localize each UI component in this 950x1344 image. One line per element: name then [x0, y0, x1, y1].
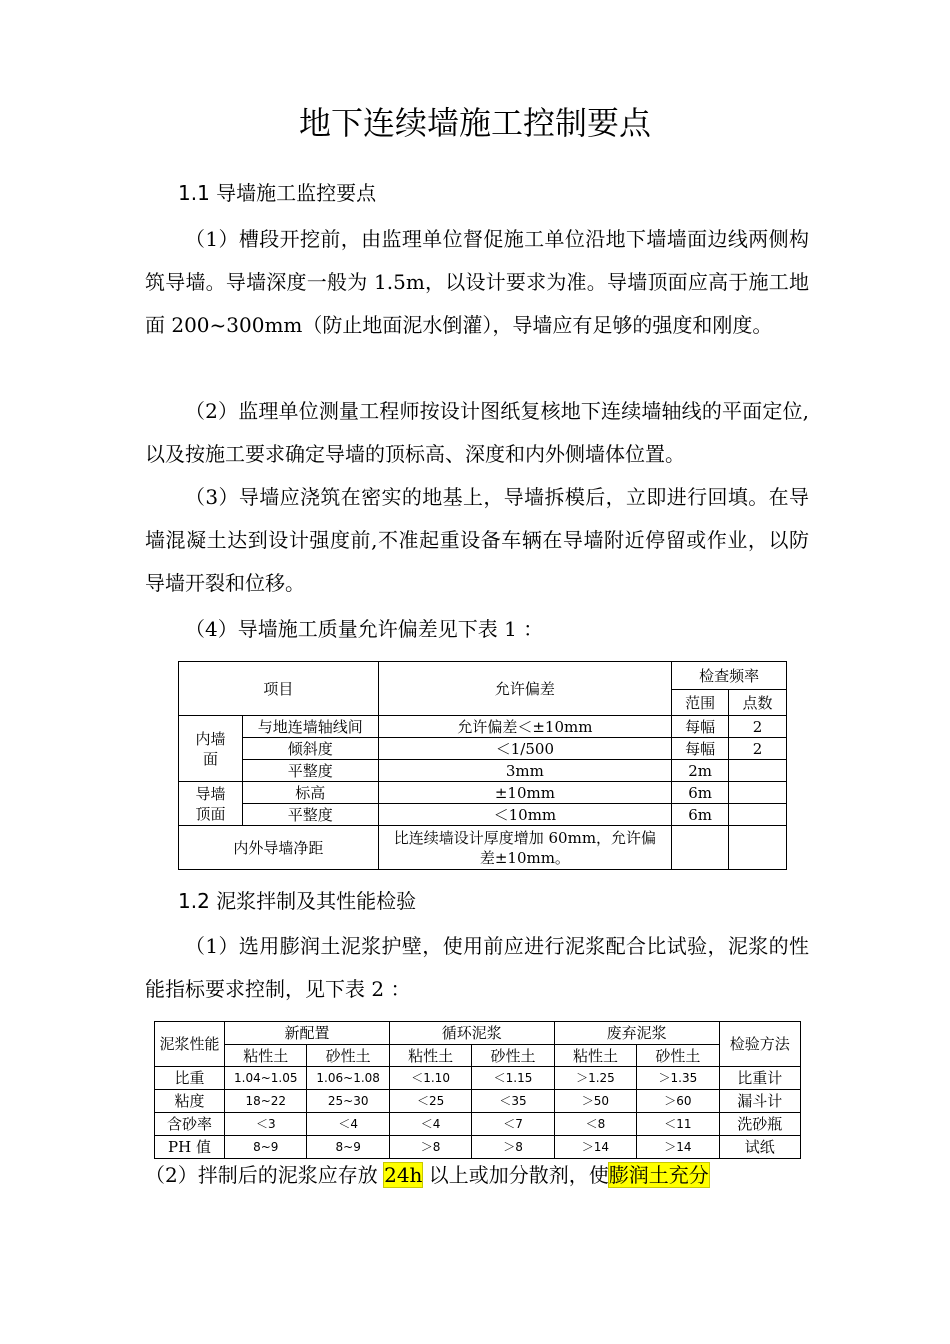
cell-range: 每幅 [672, 716, 729, 738]
cell-value: ＞8 [389, 1136, 471, 1159]
highlight-24h: 24h [384, 1163, 423, 1187]
cell-points [729, 782, 787, 804]
header-sand: 砂性土 [472, 1045, 554, 1067]
cell-item: 内外导墙净距 [179, 826, 379, 870]
cell-item: 标高 [242, 782, 378, 804]
cell-value: ＜4 [389, 1113, 471, 1136]
table-row [155, 1113, 801, 1136]
cell-name: 粘度 [155, 1090, 225, 1113]
paragraph-5: （1）选用膨润土泥浆护壁，使用前应进行泥浆配合比试验，泥浆的性能指标要求控制，见下表 2 ： [145, 934, 809, 1001]
cell-value: ＜11 [637, 1113, 719, 1136]
cell-value: 1.04~1.05 [225, 1067, 307, 1090]
header-clay: 粘性土 [389, 1045, 471, 1067]
cell-value: ＜25 [389, 1090, 471, 1113]
table-row [179, 738, 787, 760]
cell-method: 洗砂瓶 [719, 1113, 800, 1136]
cell-deviation: 3mm [378, 760, 672, 782]
cell-range: 6m [672, 782, 729, 804]
cell-name: 比重 [155, 1067, 225, 1090]
cell-value: ＞1.25 [554, 1067, 636, 1090]
paragraph-4: （4）导墙施工质量允许偏差见下表 1 ： [185, 617, 544, 641]
cell-value: 1.06~1.08 [307, 1067, 389, 1090]
table-row [179, 826, 787, 870]
cell-points: 2 [729, 738, 787, 760]
header-sand: 砂性土 [307, 1045, 389, 1067]
cell-item: 与地连墙轴线间 [242, 716, 378, 738]
cell-deviation: ＜1/500 [378, 738, 672, 760]
header-test-method: 检验方法 [719, 1022, 800, 1067]
header-points: 点数 [729, 690, 787, 716]
guide-wall-tolerance-table [178, 661, 787, 870]
cell-value: ＜7 [472, 1113, 554, 1136]
group-guide-wall-top: 导墙顶面 [179, 782, 243, 826]
header-cycle: 循环泥浆 [389, 1022, 554, 1045]
header-frequency: 检查频率 [672, 662, 787, 690]
table-row [155, 1067, 801, 1090]
header-deviation: 允许偏差 [378, 662, 672, 716]
cell-value: ＜8 [554, 1113, 636, 1136]
cell-value: ＜1.15 [472, 1067, 554, 1090]
cell-value: ＜35 [472, 1090, 554, 1113]
cell-value: 25~30 [307, 1090, 389, 1113]
cell-deviation: 允许偏差＜±10mm [378, 716, 672, 738]
paragraph-6-text-b: 以上或加分散剂，使 [422, 1163, 609, 1187]
paragraph-3: （3）导墙应浇筑在密实的地基上，导墙拆模后，立即进行回填。在导墙混凝土达到设计强度前,不准起重设备车辆在导墙附近停留或作业，以防导墙开裂和位移。 [145, 485, 809, 595]
group-inner-wall: 内墙面 [179, 716, 243, 782]
table-row [179, 760, 787, 782]
cell-value: ＞1.35 [637, 1067, 719, 1090]
cell-item: 平整度 [242, 760, 378, 782]
cell-value: ＞50 [554, 1090, 636, 1113]
header-sand: 砂性土 [637, 1045, 719, 1067]
section-1-2-heading: 1.2 泥浆拌制及其性能检验 [178, 889, 417, 913]
cell-method: 试纸 [719, 1136, 800, 1159]
cell-range: 2m [672, 760, 729, 782]
cell-deviation: ±10mm [378, 782, 672, 804]
header-clay: 粘性土 [225, 1045, 307, 1067]
header-clay: 粘性土 [554, 1045, 636, 1067]
table-row [155, 1090, 801, 1113]
cell-points: 2 [729, 716, 787, 738]
highlight-bentonite: 膨润土充分 [608, 1163, 709, 1187]
table-row [179, 782, 787, 804]
header-item: 项目 [179, 662, 379, 716]
section-1-1-heading: 1.1 导墙施工监控要点 [178, 181, 377, 205]
paragraph-6 [145, 1154, 709, 1197]
cell-points [729, 826, 787, 870]
cell-value: ＞60 [637, 1090, 719, 1113]
header-range: 范围 [672, 690, 729, 716]
cell-item: 倾斜度 [242, 738, 378, 760]
cell-value: 8~9 [225, 1136, 307, 1159]
paragraph-1: （1）槽段开挖前，由监理单位督促施工单位沿地下墙墙面边线两侧构筑导墙。导墙深度一般为 1.5m，以设计要求为准。导墙顶面应高于施工地面 200~300mm（防止地面泥水倒灌），导墙应有足够的强度和刚度。 [145, 227, 809, 337]
cell-range [672, 826, 729, 870]
mud-performance-table [154, 1021, 801, 1159]
cell-value: ＜1.10 [389, 1067, 471, 1090]
cell-points [729, 804, 787, 826]
cell-item: 平整度 [242, 804, 378, 826]
table-row [179, 716, 787, 738]
cell-method: 漏斗计 [719, 1090, 800, 1113]
cell-value: ＜4 [307, 1113, 389, 1136]
header-new: 新配置 [225, 1022, 390, 1045]
cell-points [729, 760, 787, 782]
document-title: 地下连续墙施工控制要点 [298, 104, 651, 142]
cell-range: 6m [672, 804, 729, 826]
cell-value: ＞8 [472, 1136, 554, 1159]
cell-name: 含砂率 [155, 1113, 225, 1136]
cell-value: ＞14 [637, 1136, 719, 1159]
header-waste: 废弃泥浆 [554, 1022, 719, 1045]
cell-method: 比重计 [719, 1067, 800, 1090]
cell-deviation: ＜10mm [378, 804, 672, 826]
paragraph-2: （2）监理单位测量工程师按设计图纸复核地下连续墙轴线的平面定位,以及按施工要求确定导墙的顶标高、深度和内外侧墙体位置。 [145, 399, 809, 466]
cell-value: ＞14 [554, 1136, 636, 1159]
cell-deviation: 比连续墙设计厚度增加 60mm，允许偏差±10mm。 [378, 826, 672, 870]
cell-value: 8~9 [307, 1136, 389, 1159]
cell-value: 18~22 [225, 1090, 307, 1113]
paragraph-6-text-a: （2）拌制后的泥浆应存放 [145, 1163, 385, 1187]
table-row [179, 804, 787, 826]
cell-range: 每幅 [672, 738, 729, 760]
header-mud-property: 泥浆性能 [155, 1022, 225, 1067]
cell-value: ＜3 [225, 1113, 307, 1136]
cell-name: PH 值 [155, 1136, 225, 1159]
